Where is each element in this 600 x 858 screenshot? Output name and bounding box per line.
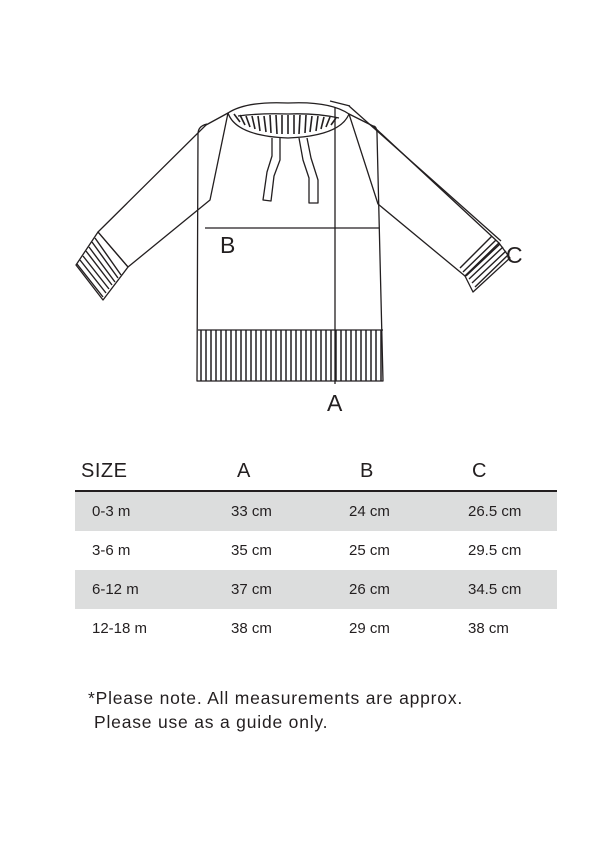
- measurement-note: [88, 686, 548, 734]
- drawstring-left: [263, 138, 280, 201]
- note-line-2: Please use as a guide only.: [94, 712, 329, 732]
- label-a: A: [327, 390, 343, 416]
- drawstring-right: [299, 138, 318, 203]
- header-b: B: [345, 452, 468, 491]
- header-a: A: [231, 452, 345, 491]
- table-row: [75, 570, 557, 609]
- cell-c: 29.5 cm: [468, 542, 522, 559]
- hem-rib: [201, 330, 381, 381]
- left-sleeve: [98, 113, 228, 267]
- cell-b: 24 cm: [345, 491, 468, 531]
- cell-c: 26.5 cm: [468, 491, 557, 531]
- cell-a: 38 cm: [231, 620, 272, 637]
- cell-size: 6-12 m: [75, 570, 231, 609]
- header-size: SIZE: [75, 452, 231, 491]
- cell-b: 25 cm: [349, 542, 390, 559]
- cell-size: 0-3 m: [75, 491, 231, 531]
- cell-a: 35 cm: [231, 542, 272, 559]
- table-row: [75, 609, 557, 648]
- cell-size: 12-18 m: [92, 620, 148, 637]
- note-line-1: *Please note. All measurements are approx.: [88, 688, 464, 708]
- label-c: C: [506, 242, 523, 268]
- header-c: C: [468, 452, 557, 491]
- cell-b: 29 cm: [349, 620, 390, 637]
- cell-c: 34.5 cm: [468, 570, 557, 609]
- cell-b: 26 cm: [345, 570, 468, 609]
- cell-a: 37 cm: [231, 570, 345, 609]
- cell-size: 3-6 m: [92, 542, 131, 559]
- label-b: B: [220, 232, 236, 258]
- size-chart-header-row: [75, 452, 557, 491]
- size-chart-table: [75, 452, 557, 648]
- cell-a: 33 cm: [231, 491, 345, 531]
- left-cuff-rib: [77, 238, 121, 297]
- table-row: [75, 531, 557, 570]
- cell-c: 38 cm: [468, 620, 509, 637]
- table-row: [75, 491, 557, 531]
- measure-line-c: [349, 106, 501, 241]
